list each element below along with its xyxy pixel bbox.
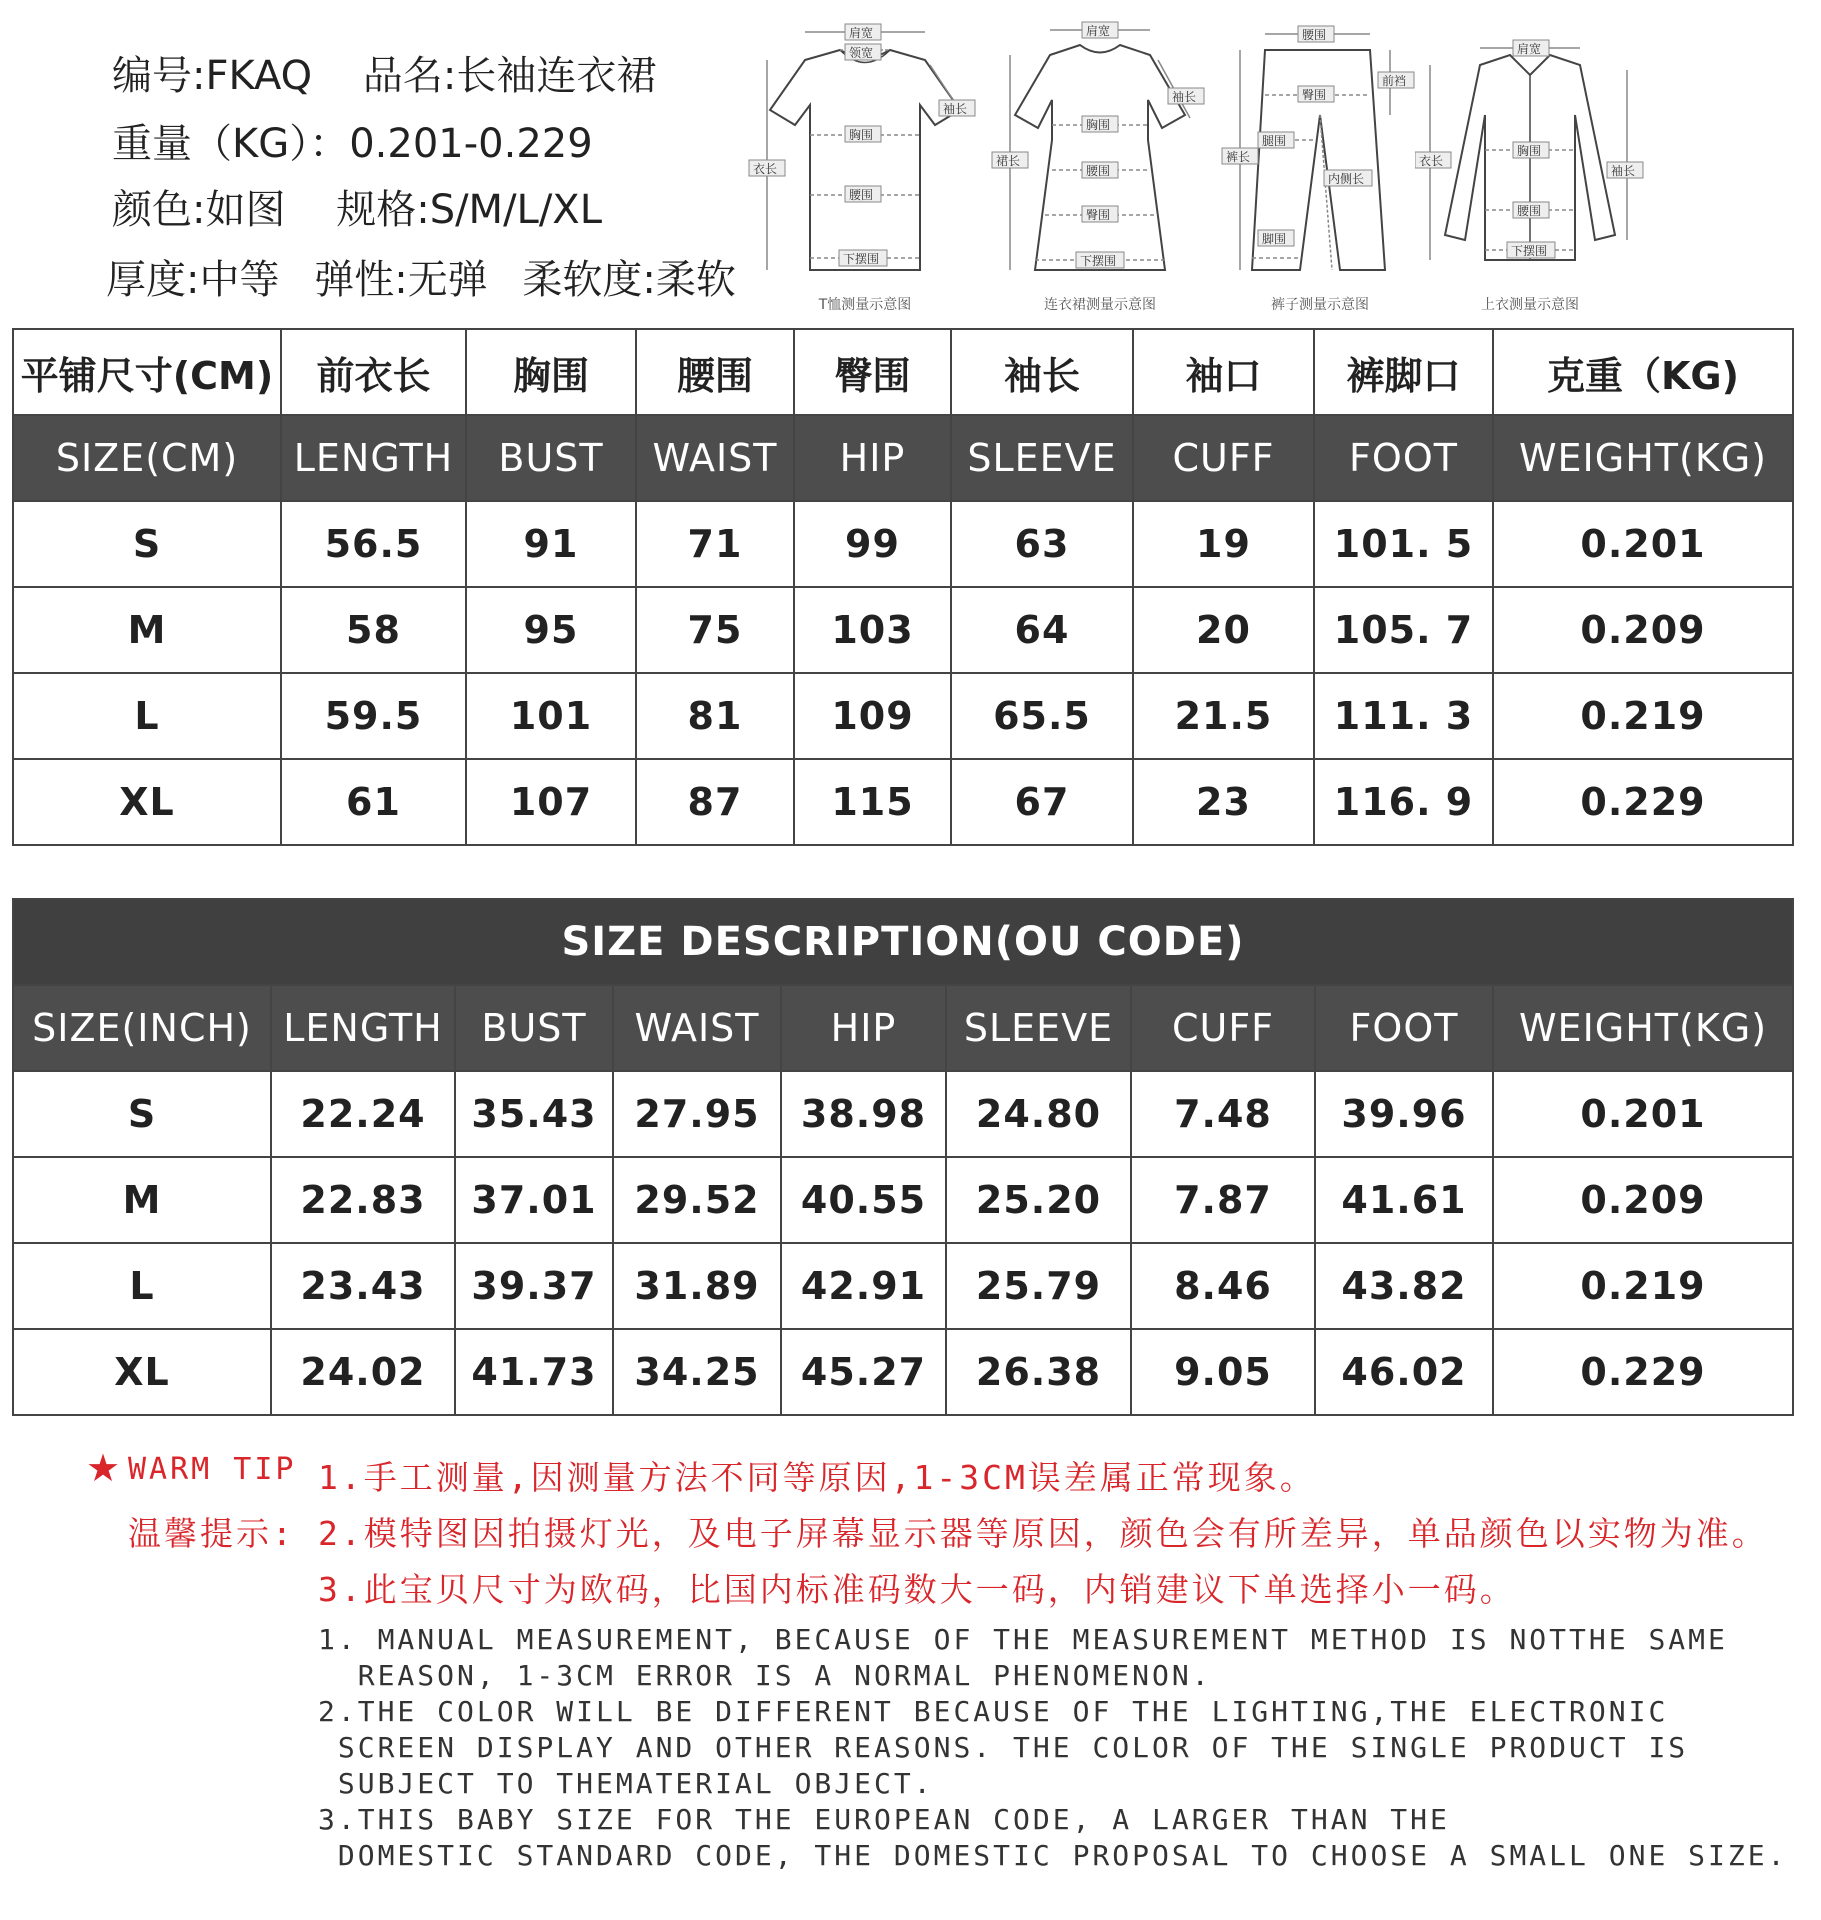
table-row (13, 587, 1793, 673)
table-cell: 99 (794, 501, 951, 587)
table-cell: 91 (466, 501, 636, 587)
table-cell: 22.83 (271, 1157, 455, 1243)
table-cell: 61 (281, 759, 466, 845)
table-cell: 75 (636, 587, 794, 673)
tip-en-line-5: SUBJECT TO THEMATERIAL OBJECT. (318, 1767, 934, 1800)
header-cell: LENGTH (271, 985, 455, 1071)
diagram-label: 前裆 (1382, 74, 1407, 88)
table-title: SIZE DESCRIPTION(OU CODE) (13, 899, 1793, 985)
table-row (13, 1243, 1793, 1329)
table-cell: 107 (466, 759, 636, 845)
table-cell: 95 (466, 587, 636, 673)
table-cell: 7.48 (1131, 1071, 1315, 1157)
table-cell: 116. 9 (1314, 759, 1493, 845)
table-header-row-en (13, 415, 1793, 501)
table-cell: 24.80 (946, 1071, 1131, 1157)
table-cell: 65.5 (951, 673, 1133, 759)
table-cell: 101 (466, 673, 636, 759)
table-cell: 26.38 (946, 1329, 1131, 1415)
header-cell: 袖长 (951, 329, 1133, 415)
diagram-label: 臀围 (1086, 208, 1111, 222)
table-cell: 0.229 (1493, 1329, 1793, 1415)
table-cell: 87 (636, 759, 794, 845)
shirt-measure-icon (1415, 20, 1645, 313)
header-cell: CUFF (1131, 985, 1315, 1071)
diagram-label: 腰围 (849, 188, 874, 202)
tip-en-line-1: 1. MANUAL MEASUREMENT, BECAUSE OF THE MEASUREMENT METHOD IS NOTTHE SAME (318, 1623, 1728, 1656)
table-cell: 111. 3 (1314, 673, 1493, 759)
warm-tip-label-cn: 温馨提示: (128, 1514, 295, 1553)
diagram-label: 胸围 (1086, 118, 1111, 132)
table-cell: 81 (636, 673, 794, 759)
table-cell: 23 (1133, 759, 1314, 845)
table-cell: 31.89 (613, 1243, 781, 1329)
diagram-label: 臀围 (1302, 88, 1327, 102)
softness-label: 柔软度: (522, 257, 656, 303)
softness-value: 柔软 (655, 257, 736, 303)
thickness-label: 厚度: (106, 257, 200, 303)
header-cell: WAIST (636, 415, 794, 501)
header-cell: 胸围 (466, 329, 636, 415)
spec-line-fabric (106, 248, 736, 305)
spec-line-code (112, 44, 656, 101)
table-row (13, 501, 1793, 587)
table-cell: M (13, 1157, 271, 1243)
header-cell: LENGTH (281, 415, 466, 501)
diagram-label: 裤长 (1226, 150, 1251, 164)
spec-line-weight (112, 112, 593, 169)
tip-en-line-3: 2.THE COLOR WILL BE DIFFERENT BECAUSE OF THE LIGHTING,THE ELECTRONIC (318, 1695, 1669, 1728)
size-table-inch (12, 898, 1794, 1416)
table-row (13, 673, 1793, 759)
diagram-label: 胸围 (849, 128, 874, 142)
table-cell: 45.27 (781, 1329, 946, 1415)
table-cell: 22.24 (271, 1071, 455, 1157)
table-cell: 58 (281, 587, 466, 673)
table-cell: 0.201 (1493, 501, 1793, 587)
table-cell: 0.201 (1493, 1071, 1793, 1157)
header-cell: 前衣长 (281, 329, 466, 415)
diagram-label: 腰围 (1302, 28, 1327, 42)
table-cell: 0.219 (1493, 673, 1793, 759)
table-cell: 0.209 (1493, 1157, 1793, 1243)
table-cell: 19 (1133, 501, 1314, 587)
tip-en-line-6: 3.THIS BABY SIZE FOR THE EUROPEAN CODE, A LARGER THAN THE (318, 1803, 1450, 1836)
table-cell: 41.61 (1315, 1157, 1493, 1243)
table-cell: 38.98 (781, 1071, 946, 1157)
table-cell: 63 (951, 501, 1133, 587)
table-cell: 105. 7 (1314, 587, 1493, 673)
tip-en-line-2: REASON, 1-3CM ERROR IS A NORMAL PHENOMENON. (318, 1659, 1212, 1692)
table-header-row-cn (13, 329, 1793, 415)
table-cell: 8.46 (1131, 1243, 1315, 1329)
table-cell: 9.05 (1131, 1329, 1315, 1415)
diagram-label: 腰围 (1086, 164, 1111, 178)
table-cell: 0.219 (1493, 1243, 1793, 1329)
code-label: 编号: (112, 53, 206, 99)
diagram-label: 肩宽 (1086, 24, 1111, 38)
elastic-label: 弹性: (314, 257, 408, 303)
table-cell: 25.79 (946, 1243, 1131, 1329)
table-cell: XL (13, 759, 281, 845)
color-value: 如图 (205, 187, 286, 233)
table-cell: 67 (951, 759, 1133, 845)
header-cell: FOOT (1315, 985, 1493, 1071)
table-cell: 43.82 (1315, 1243, 1493, 1329)
spec-line-color (112, 178, 602, 235)
tshirt-measure-icon (745, 20, 985, 313)
table-cell: 101. 5 (1314, 501, 1493, 587)
header-cell: SLEEVE (946, 985, 1131, 1071)
table-cell: 42.91 (781, 1243, 946, 1329)
name-value: 长袖连衣裙 (456, 53, 657, 99)
table-cell: 39.96 (1315, 1071, 1493, 1157)
table-cell: 35.43 (455, 1071, 613, 1157)
header-cell: 腰围 (636, 329, 794, 415)
header-cell: BUST (466, 415, 636, 501)
diagram-label: 胸围 (1517, 144, 1542, 158)
header-cell: HIP (794, 415, 951, 501)
tip-cn-3: 3.此宝贝尺寸为欧码，比国内标准码数大一码，内销建议下单选择小一码。 (318, 1570, 1516, 1609)
header-cell: WEIGHT(KG) (1493, 415, 1793, 501)
size-table-cm (12, 328, 1794, 846)
diagram-label: 袖长 (1172, 90, 1197, 104)
diagram-caption: T恤测量示意图 (818, 297, 912, 313)
table-row (13, 1071, 1793, 1157)
table-cell: 56.5 (281, 501, 466, 587)
table-cell: 25.20 (946, 1157, 1131, 1243)
dress-measure-icon (990, 20, 1210, 313)
diagram-label: 腿围 (1262, 134, 1287, 148)
diagram-caption: 上衣测量示意图 (1481, 297, 1579, 313)
table-row (13, 1329, 1793, 1415)
diagram-label: 肩宽 (849, 26, 874, 40)
diagram-label: 脚围 (1262, 232, 1287, 246)
diagram-label: 下摆围 (843, 252, 880, 266)
tip-en-line-7: DOMESTIC STANDARD CODE, THE DOMESTIC PROPOSAL TO CHOOSE A SMALL ONE SIZE. (318, 1839, 1788, 1872)
table-cell: 7.87 (1131, 1157, 1315, 1243)
diagram-label: 领宽 (849, 46, 874, 60)
diagram-caption: 连衣裙测量示意图 (1044, 297, 1156, 313)
header-cell: 克重（KG) (1493, 329, 1793, 415)
table-cell: S (13, 1071, 271, 1157)
table-cell: 0.209 (1493, 587, 1793, 673)
header-cell: WEIGHT(KG) (1493, 985, 1793, 1071)
diagram-caption: 裤子测量示意图 (1271, 297, 1369, 313)
warm-tip-label-en: WARM TIP (128, 1452, 297, 1487)
header-cell: HIP (781, 985, 946, 1071)
table-cell: L (13, 673, 281, 759)
tip-cn-1: 1.手工测量,因测量方法不同等原因,1-3CM误差属正常现象。 (318, 1458, 1316, 1497)
thickness-value: 中等 (199, 257, 280, 303)
spec-label: 规格: (336, 187, 430, 233)
table-cell: 0.229 (1493, 759, 1793, 845)
elastic-value: 无弹 (407, 257, 488, 303)
weight-label: 重量（KG）： (112, 121, 350, 167)
weight-value: 0.201-0.229 (349, 121, 593, 167)
table-cell: 23.43 (271, 1243, 455, 1329)
table-cell: 39.37 (455, 1243, 613, 1329)
table-cell: 103 (794, 587, 951, 673)
header-cell: 袖口 (1133, 329, 1314, 415)
table-cell: 115 (794, 759, 951, 845)
pants-measure-icon (1220, 20, 1420, 313)
table-cell: S (13, 501, 281, 587)
diagram-label: 下摆围 (1511, 244, 1548, 258)
table-cell: 27.95 (613, 1071, 781, 1157)
table-cell: 40.55 (781, 1157, 946, 1243)
header-cell: SIZE(CM) (13, 415, 281, 501)
table-cell: 37.01 (455, 1157, 613, 1243)
code-value: FKAQ (205, 53, 313, 99)
table-cell: 29.52 (613, 1157, 781, 1243)
diagram-label: 下摆围 (1080, 254, 1117, 268)
table-cell: 21.5 (1133, 673, 1314, 759)
table-cell: 109 (794, 673, 951, 759)
table-cell: 71 (636, 501, 794, 587)
table-cell: L (13, 1243, 271, 1329)
header-cell: SIZE(INCH) (13, 985, 271, 1071)
table-header-row-en (13, 985, 1793, 1071)
table-cell: M (13, 587, 281, 673)
header-cell: 臀围 (794, 329, 951, 415)
table-cell: 20 (1133, 587, 1314, 673)
spec-value: S/M/L/XL (429, 187, 602, 233)
table-cell: 59.5 (281, 673, 466, 759)
color-label: 颜色: (112, 187, 206, 233)
diagram-label: 内侧长 (1328, 172, 1365, 186)
diagram-label: 腰围 (1517, 204, 1542, 218)
header-cell: BUST (455, 985, 613, 1071)
diagram-label: 袖长 (943, 102, 968, 116)
diagram-label: 肩宽 (1517, 42, 1542, 56)
table-row (13, 1157, 1793, 1243)
header-cell: SLEEVE (951, 415, 1133, 501)
header-cell: FOOT (1314, 415, 1493, 501)
tip-cn-2: 2.模特图因拍摄灯光，及电子屏幕显示器等原因，颜色会有所差异，单品颜色以实物为准。 (318, 1514, 1768, 1553)
diagram-label: 衣长 (753, 162, 778, 176)
table-cell: 41.73 (455, 1329, 613, 1415)
diagram-label: 袖长 (1611, 164, 1636, 178)
tip-en-line-4: SCREEN DISPLAY AND OTHER REASONS. THE COLOR OF THE SINGLE PRODUCT IS (318, 1731, 1689, 1764)
header-cell: 平铺尺寸(CM) (13, 329, 281, 415)
table-cell: 64 (951, 587, 1133, 673)
table-title-row (13, 899, 1793, 985)
diagram-label: 裙长 (996, 154, 1021, 168)
diagram-label: 衣长 (1419, 154, 1444, 168)
table-cell: 34.25 (613, 1329, 781, 1415)
table-cell: 46.02 (1315, 1329, 1493, 1415)
header-cell: 裤脚口 (1314, 329, 1493, 415)
table-cell: XL (13, 1329, 271, 1415)
name-label: 品名: (362, 53, 457, 99)
star-icon: ★ (86, 1446, 121, 1490)
table-row (13, 759, 1793, 845)
header-cell: WAIST (613, 985, 781, 1071)
header-cell: CUFF (1133, 415, 1314, 501)
table-cell: 24.02 (271, 1329, 455, 1415)
